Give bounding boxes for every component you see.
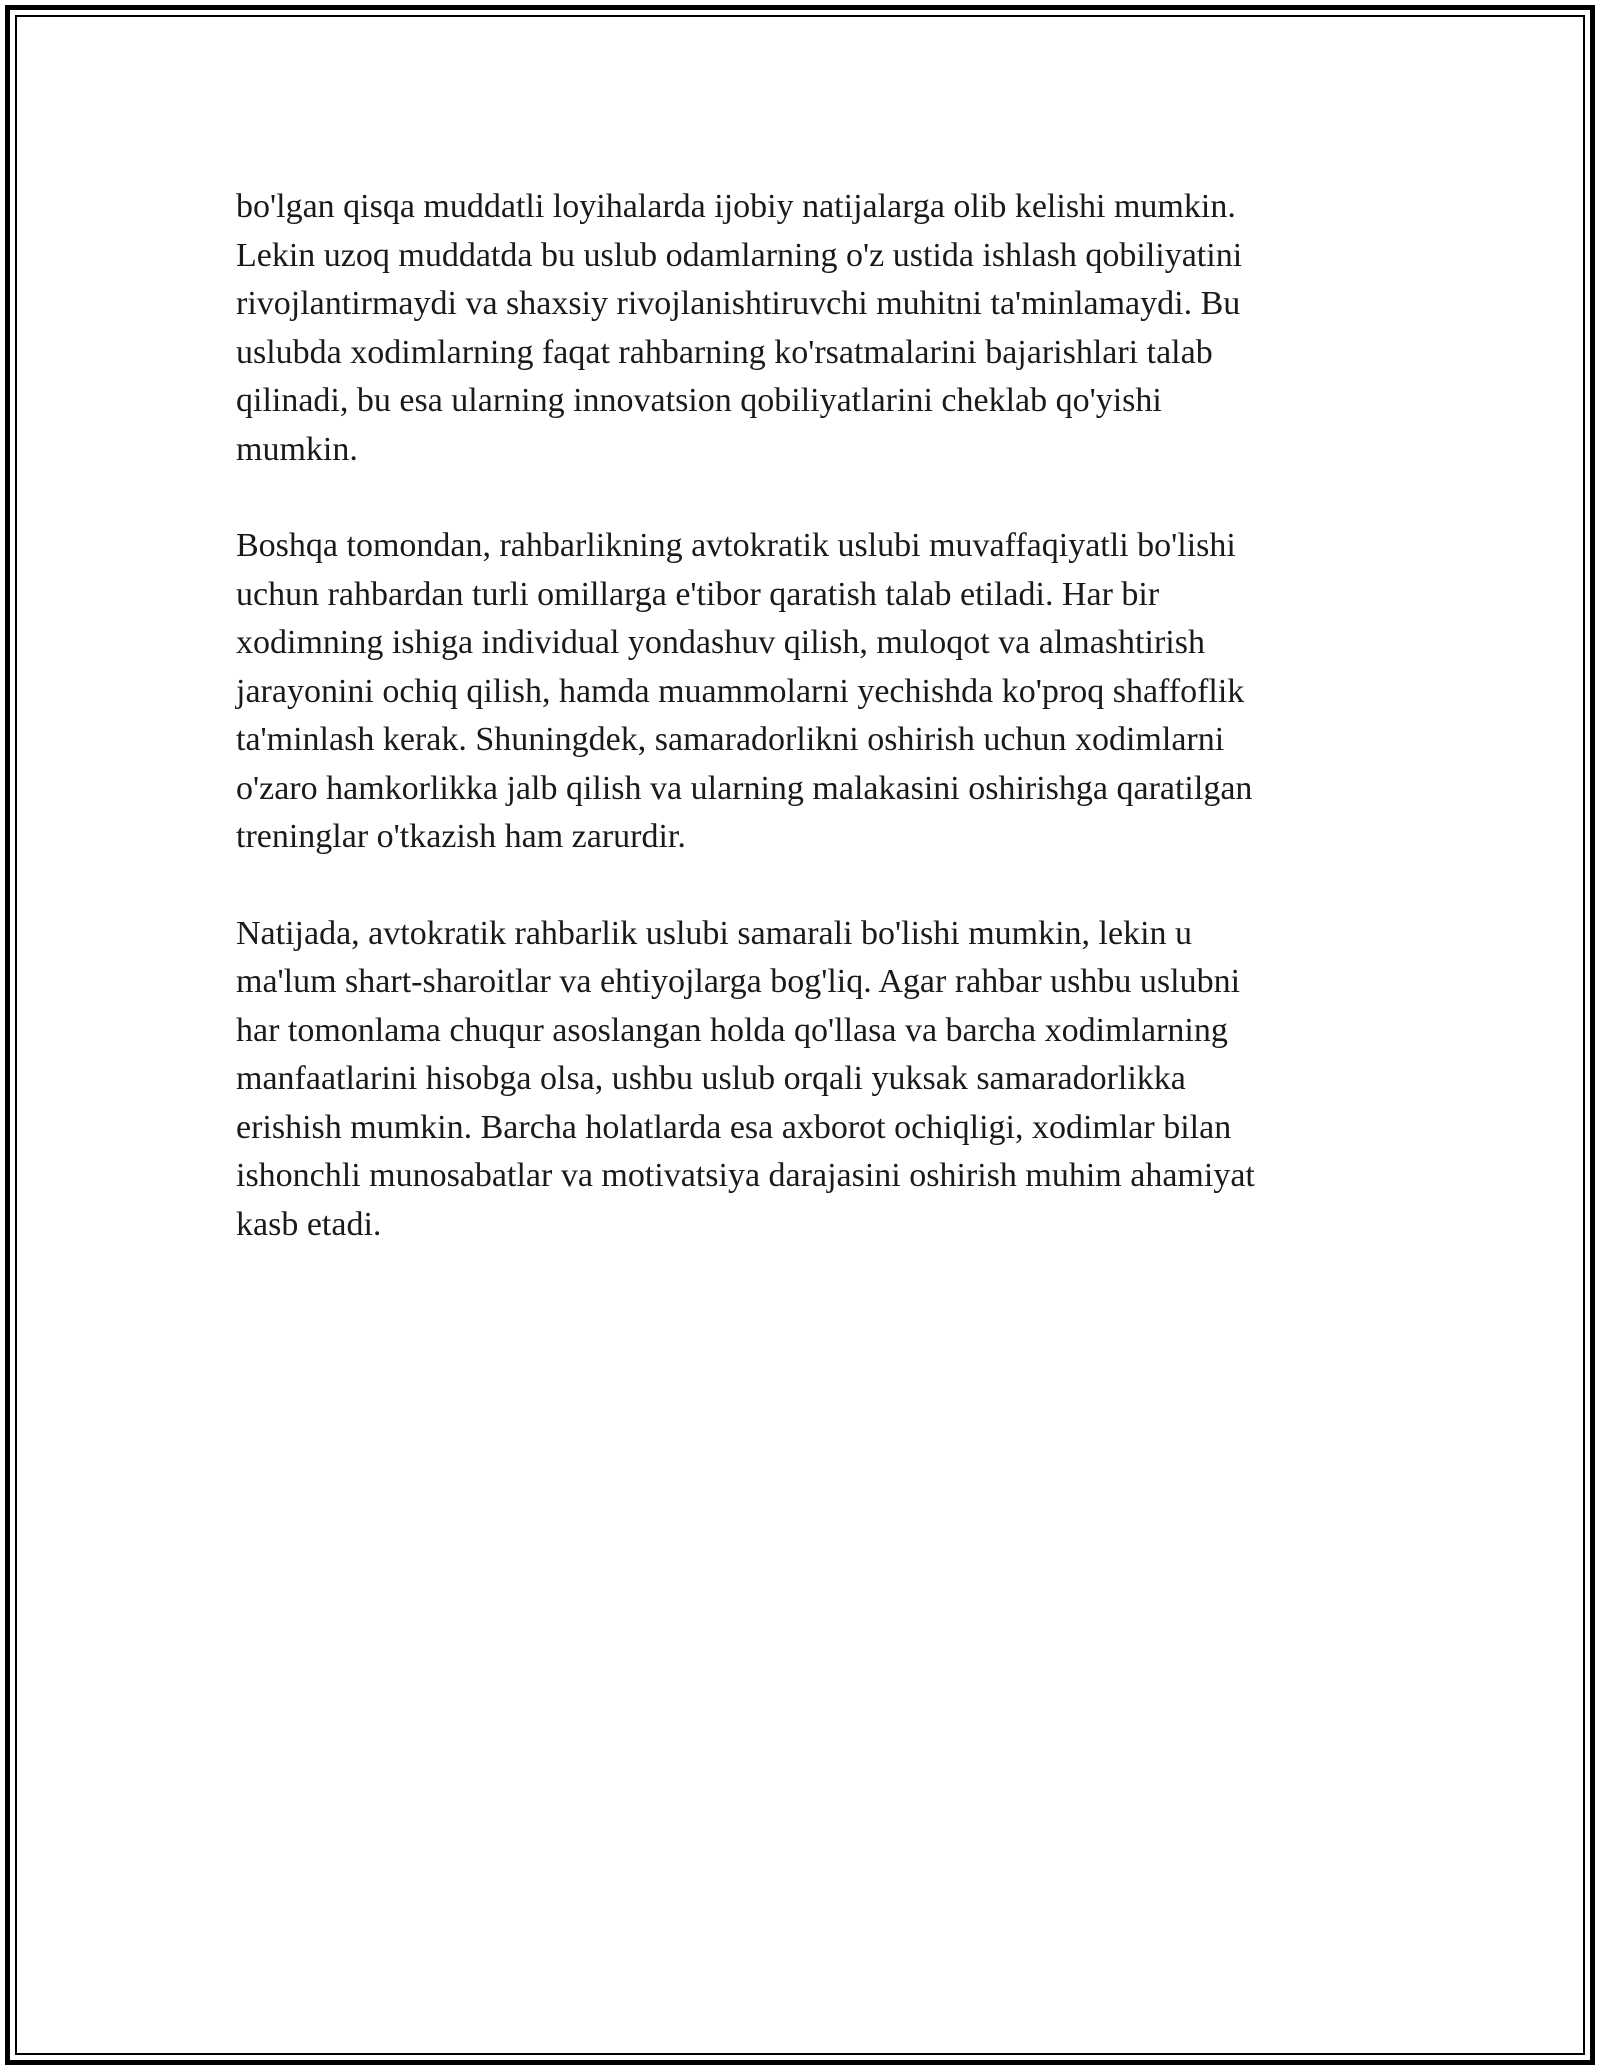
text-line: Boshqa tomondan, rahbarlikning avtokratik uslubi muvaffaqiyatli bo'lishi <box>236 527 1236 564</box>
document-body <box>236 183 1396 1297</box>
text-line: qilinadi, bu esa ularning innovatsion qobiliyatlarini cheklab qo'yishi <box>236 382 1162 419</box>
text-line: har tomonlama chuqur asoslangan holda qo'llasa va barcha xodimlarning <box>236 1011 1228 1049</box>
text-line: ishonchli munosabatlar va motivatsiya darajasini oshirish muhim ahamiyat <box>236 1157 1255 1194</box>
text-line: Natijada, avtokratik rahbarlik uslubi samarali bo'lishi mumkin, lekin u <box>236 914 1193 952</box>
text-line: uslubda xodimlarning faqat rahbarning ko'rsatmalarini bajarishlari talab <box>236 333 1213 371</box>
text-line: uchun rahbardan turli omillarga e'tibor qaratish talab etiladi. Har bir <box>236 575 1160 613</box>
text-line: ma'lum shart-sharoitlar va ehtiyojlarga bog'liq. Agar rahbar ushbu uslubni <box>236 963 1241 1000</box>
paragraph-1 <box>236 183 1396 474</box>
paragraph-2 <box>236 522 1396 862</box>
text-line: xodimning ishiga individual yondashuv qilish, muloqot va almashtirish <box>236 624 1205 661</box>
text-line: Lekin uzoq muddatda bu uslub odamlarning o'z ustida ishlash qobiliyatini <box>236 236 1243 274</box>
text-line: mumkin. <box>236 430 358 468</box>
text-line: rivojlantirmaydi va shaxsiy rivojlanishtiruvchi muhitni ta'minlamaydi. Bu <box>236 285 1241 322</box>
text-line: o'zaro hamkorlikka jalb qilish va ularning malakasini oshirishga qaratilgan <box>236 769 1253 807</box>
text-line: ta'minlash kerak. Shuningdek, samaradorlikni oshirish uchun xodimlarni <box>236 721 1225 758</box>
text-line: erishish mumkin. Barcha holatlarda esa axborot ochiqligi, xodimlar bilan <box>236 1108 1232 1146</box>
text-line: treninglar o'tkazish ham zarurdir. <box>236 818 686 855</box>
paragraph-3 <box>236 910 1396 1250</box>
text-line: jarayonini ochiq qilish, hamda muammolarni yechishda ko'proq shaffoflik <box>236 672 1245 710</box>
text-line: manfaatlarini hisobga olsa, ushbu uslub orqali yuksak samaradorlikka <box>236 1060 1186 1097</box>
text-line: bo'lgan qisqa muddatli loyihalarda ijobiy natijalarga olib kelishi mumkin. <box>236 188 1236 225</box>
text-line: kasb etadi. <box>236 1205 382 1243</box>
